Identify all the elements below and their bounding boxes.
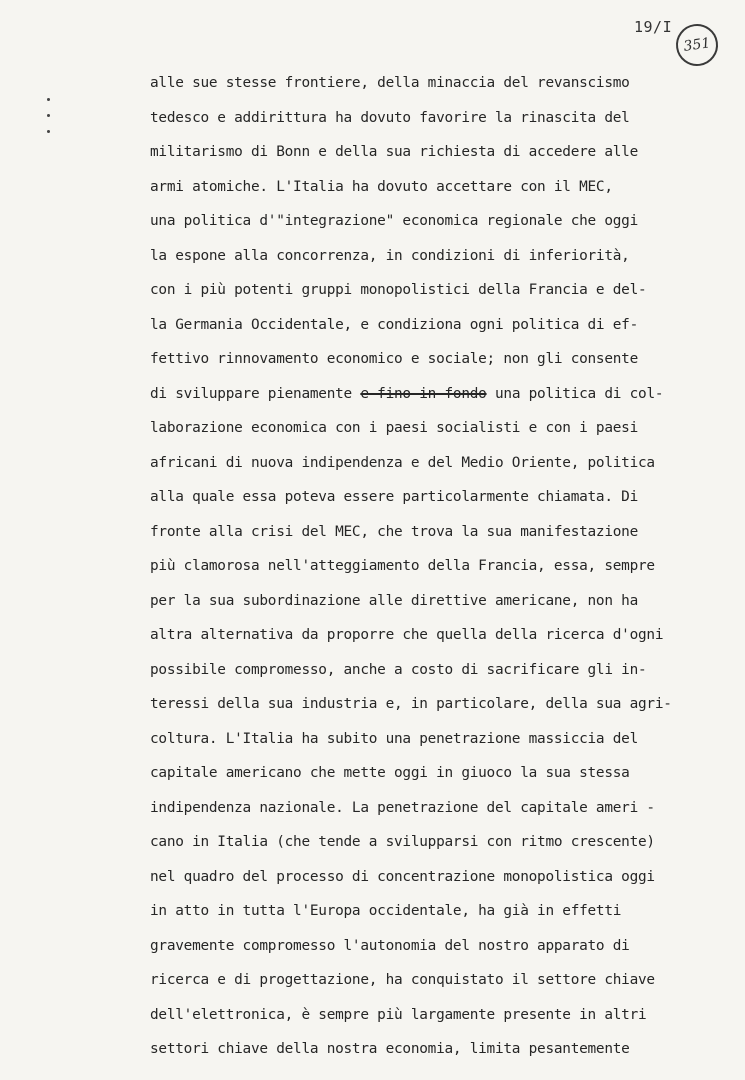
struck-through-text: e fino in fondo <box>360 385 487 402</box>
text-line: africani di nuova indipendenza e del Medio Oriente, politica <box>150 454 655 471</box>
text-line: coltura. L'Italia ha subito una penetrazione massiccia del <box>150 730 639 747</box>
text-line-with-strikethrough <box>150 377 720 412</box>
text-line: settori chiave della nostra economia, limita pesantemente <box>150 1041 630 1057</box>
text-line: la Germania Occidentale, e condiziona ogni politica di ef- <box>150 316 639 333</box>
text-line: fronte alla crisi del MEC, che trova la sua manifestazione <box>150 523 639 540</box>
stamp-number: 351 <box>682 35 712 55</box>
text-line: laborazione economica con i paesi socialisti e con i paesi <box>150 420 639 436</box>
text-line: cano in Italia (che tende a svilupparsi con ritmo crescente) <box>150 834 655 850</box>
text-line-start: di sviluppare pienamente <box>150 385 361 402</box>
text-line-end: una politica di col- <box>486 385 664 402</box>
text-line: indipendenza nazionale. La penetrazione del capitale ameri - <box>150 799 655 816</box>
text-line: nel quadro del processo di concentrazione monopolistica oggi <box>150 868 655 885</box>
text-line: alle sue stesse frontiere, della minaccia del revanscismo <box>150 75 630 91</box>
margin-dot <box>47 130 50 133</box>
text-line: armi atomiche. L'Italia ha dovuto accettare con il MEC, <box>150 178 613 195</box>
text-line: più clamorosa nell'atteggiamento della Francia, essa, sempre <box>150 558 655 574</box>
margin-marks <box>44 96 54 136</box>
text-line: tedesco e addirittura ha dovuto favorire la rinascita del <box>150 109 630 126</box>
text-line: una politica d'"integrazione" economica regionale che oggi <box>150 213 639 229</box>
margin-dot <box>47 98 50 101</box>
text-line: dell'elettronica, è sempre più largamente presente in altri <box>150 1006 647 1023</box>
archive-stamp <box>673 21 720 68</box>
text-line: teressi della sua industria e, in particolare, della sua agri- <box>150 696 672 712</box>
text-line: militarismo di Bonn e della sua richiesta di accedere alle <box>150 144 639 160</box>
text-line: in atto in tutta l'Europa occidentale, ha già in effetti <box>150 903 622 919</box>
text-line: per la sua subordinazione alle direttive americane, non ha <box>150 592 639 609</box>
text-line: possibile compromesso, anche a costo di sacrificare gli in- <box>150 661 647 678</box>
margin-dot <box>47 114 50 117</box>
text-line: con i più potenti gruppi monopolistici della Francia e del- <box>150 282 647 298</box>
text-line: capitale americano che mette oggi in giuoco la sua stessa <box>150 765 630 781</box>
text-line: gravemente compromesso l'autonomia del nostro apparato di <box>150 937 630 954</box>
page-number: 19/I <box>634 18 673 36</box>
text-line: la espone alla concorrenza, in condizioni di inferiorità, <box>150 247 630 264</box>
text-line: fettivo rinnovamento economico e sociale; non gli consente <box>150 351 639 367</box>
text-line: altra alternativa da proporre che quella della ricerca d'ogni <box>150 627 664 643</box>
typed-text-body <box>150 66 720 1067</box>
text-line: alla quale essa poteva essere particolarmente chiamata. Di <box>150 489 639 505</box>
text-line: ricerca e di progettazione, ha conquistato il settore chiave <box>150 972 655 988</box>
